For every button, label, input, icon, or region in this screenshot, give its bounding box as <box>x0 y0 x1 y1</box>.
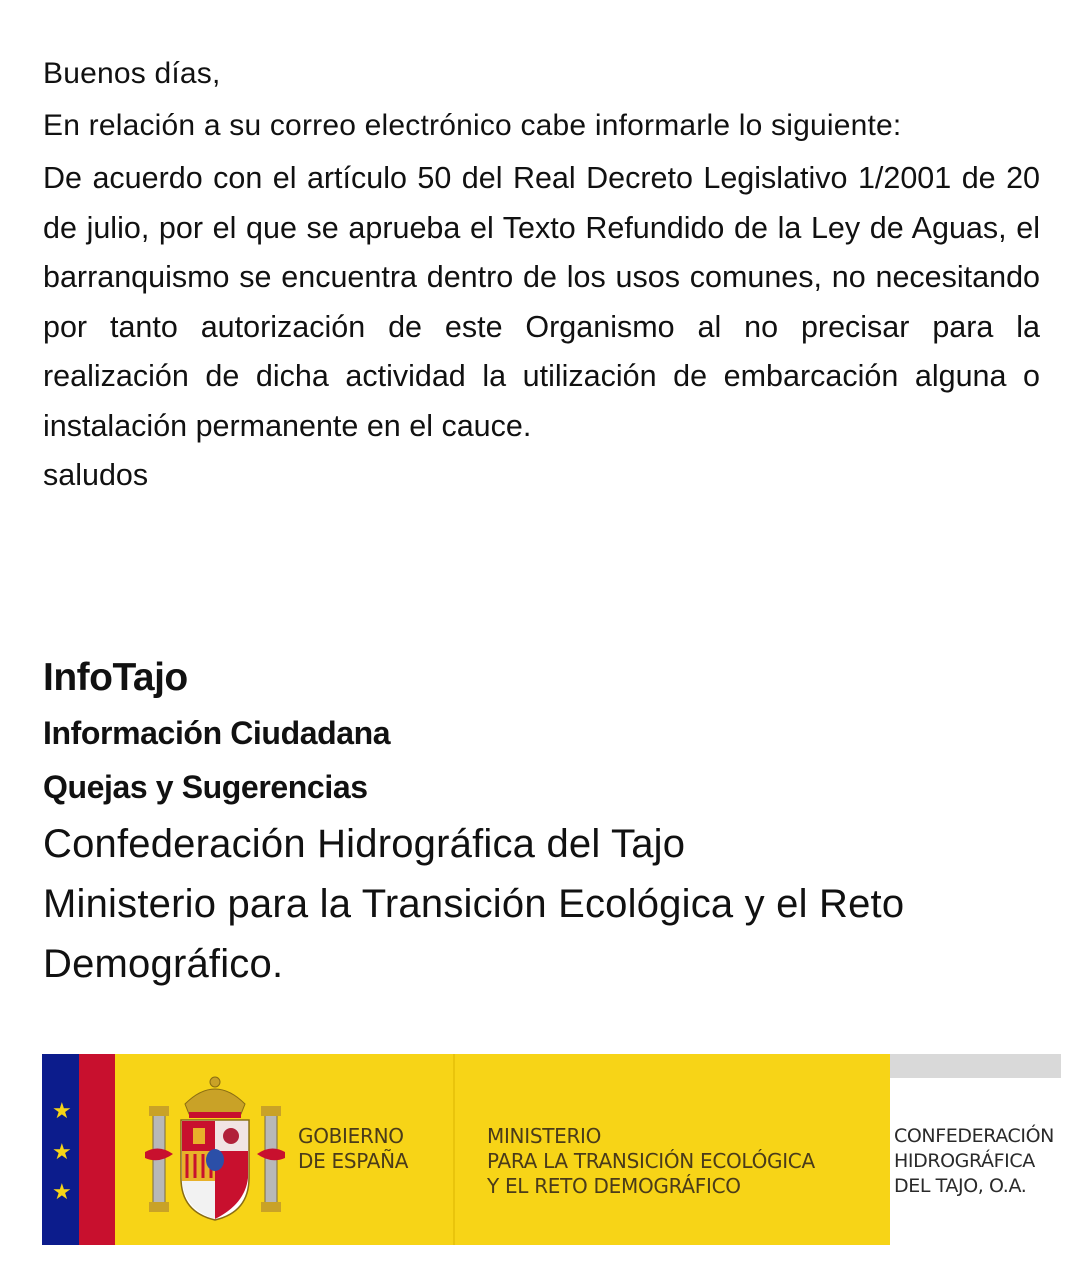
institutional-banner <box>42 1054 1061 1245</box>
signature-organization: Confederación Hidrográfica del Tajo <box>43 822 686 866</box>
chtajo-line-1: CONFEDERACIÓN <box>894 1125 1054 1147</box>
signature-block <box>43 650 1043 994</box>
body-paragraph: De acuerdo con el artículo 50 del Real Decreto Legislativo 1/2001 de 20 de julio, por el que se aprueba el Texto Refundido de la Ley de Aguas, el barranquismo se encuentra dentro de los usos comunes, no necesitando por tanto autorización de este Organismo al no precisar para la realización de dicha actividad la utilización de embarcación alguna o instalación permanente en el cauce. <box>43 161 1040 443</box>
chtajo-line-3: DEL TAJO, O.A. <box>894 1175 1027 1197</box>
signature-service: Quejas y Sugerencias <box>43 769 368 805</box>
gobierno-line-2: DE ESPAÑA <box>298 1149 409 1173</box>
banner-divider <box>453 1054 455 1245</box>
chtajo-line-2: HIDROGRÁFICA <box>894 1150 1035 1172</box>
closing: saludos <box>43 458 149 492</box>
greeting: Buenos días, <box>43 57 221 90</box>
gobierno-label <box>298 1124 408 1174</box>
eu-star-icon: ★ <box>52 1140 72 1165</box>
spain-flag-red-strip <box>79 1054 115 1245</box>
gobierno-line-1: GOBIERNO <box>298 1124 404 1148</box>
intro-line: En relación a su correo electrónico cabe informarle lo siguiente: <box>43 109 902 142</box>
grey-header-strip <box>890 1054 1061 1078</box>
coat-of-arms-icon <box>145 1074 285 1224</box>
eu-star-icon: ★ <box>52 1180 72 1205</box>
ministerio-line-2: PARA LA TRANSICIÓN ECOLÓGICA <box>487 1149 815 1173</box>
email-body <box>43 48 1040 501</box>
signature-department: Información Ciudadana <box>43 715 391 751</box>
ministerio-label <box>487 1124 815 1199</box>
eu-star-icon: ★ <box>52 1099 72 1124</box>
signature-name: InfoTajo <box>43 656 188 699</box>
signature-ministry: Ministerio para la Transición Ecológica y el Reto Demográfico. <box>43 882 905 986</box>
chtajo-label <box>894 1124 1061 1199</box>
ministerio-line-1: MINISTERIO <box>487 1124 602 1148</box>
ministerio-line-3: Y EL RETO DEMOGRÁFICO <box>487 1174 741 1198</box>
